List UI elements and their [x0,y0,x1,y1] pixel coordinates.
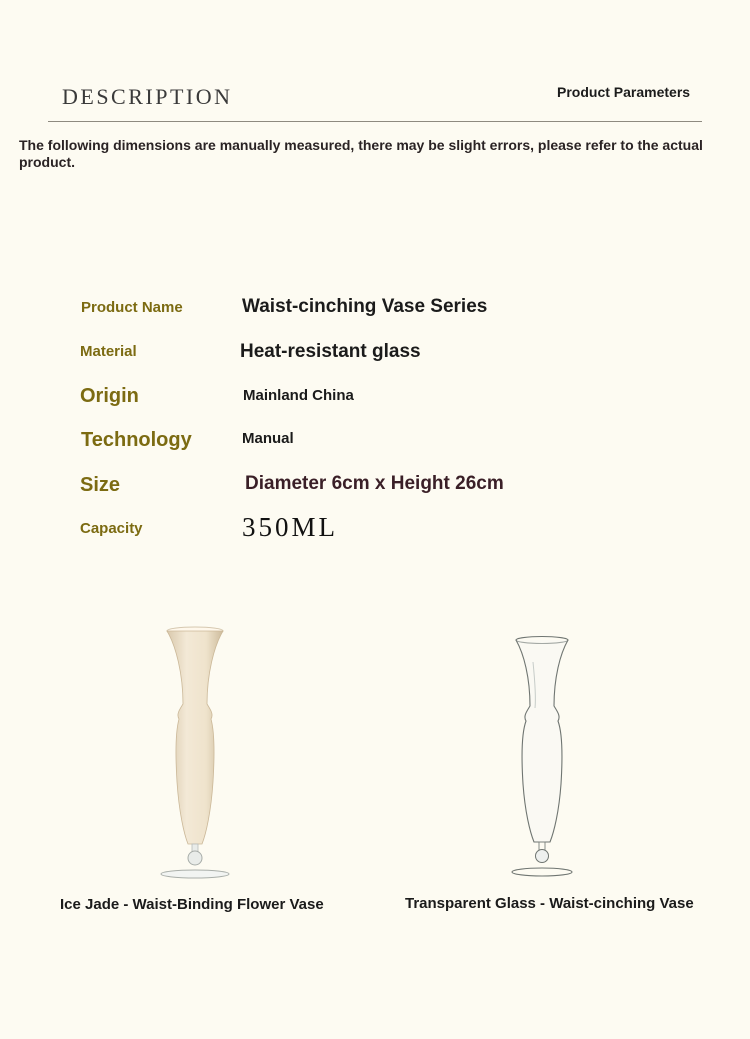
transparent-glass-vase-image [502,632,592,884]
size-value: Diameter 6cm x Height 26cm [245,473,504,494]
product-name-value: Waist-cinching Vase Series [242,296,488,317]
ice-jade-caption: Ice Jade - Waist-Binding Flower Vase [60,896,324,913]
technology-label: Technology [81,429,192,451]
size-label: Size [80,474,121,496]
product-name-label: Product Name [81,299,183,316]
measurement-notice: The following dimensions are manually measured, there may be slight errors, please refer to the actual product. [19,137,703,170]
ice-jade-vase-image [150,622,240,884]
material-label: Material [80,343,137,360]
capacity-label: Capacity [80,520,143,537]
origin-label: Origin [80,385,139,407]
transparent-glass-caption: Transparent Glass - Waist-cinching Vase [405,895,694,912]
divider [48,121,702,122]
technology-value: Manual [242,430,294,447]
section-title: DESCRIPTION [62,84,233,109]
material-value: Heat-resistant glass [240,341,421,362]
origin-value: Mainland China [243,387,354,404]
capacity-value: 350ML [242,512,338,542]
product-parameters-link[interactable]: Product Parameters [557,84,691,100]
